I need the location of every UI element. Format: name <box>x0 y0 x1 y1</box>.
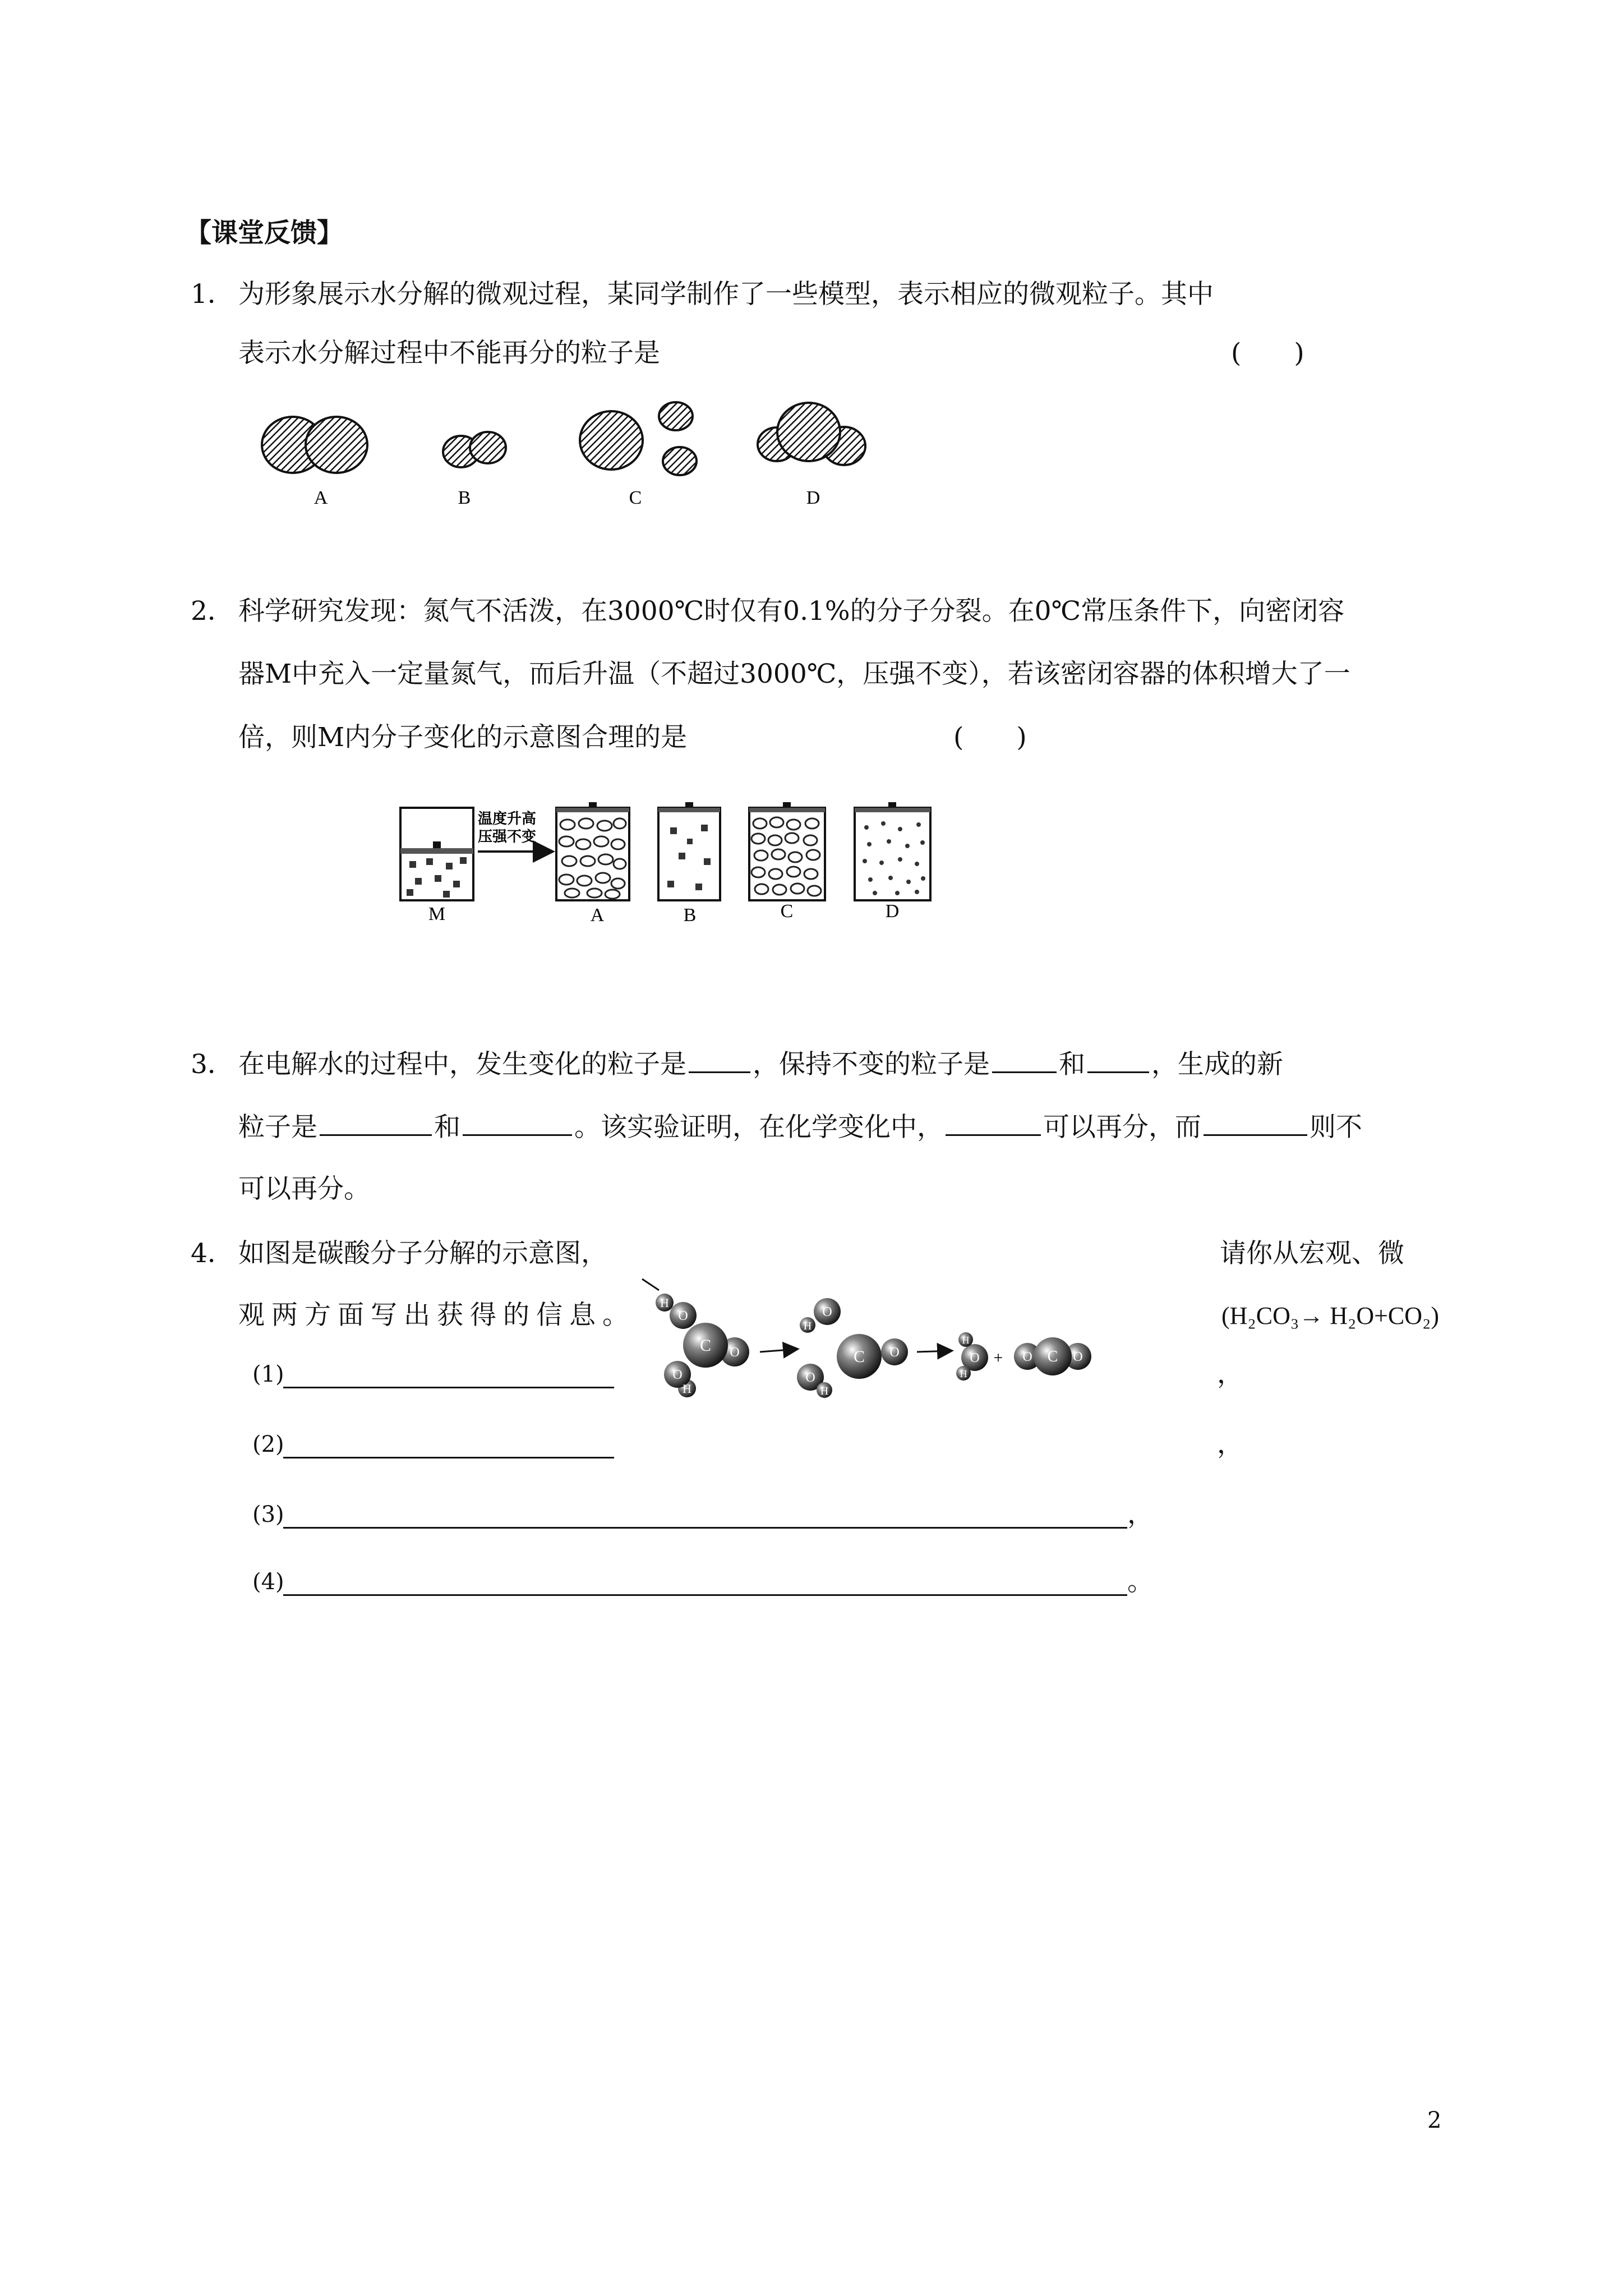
q2-arrow-label-2: 压强不变 <box>478 829 537 845</box>
q4-answer-line-2[interactable] <box>283 1457 614 1458</box>
q2-number: 2． <box>191 596 234 627</box>
atom-label-o: O <box>1022 1350 1032 1364</box>
q3-text-2b: 和 <box>434 1112 460 1143</box>
q1-answer-paren: ( ) <box>1231 338 1304 369</box>
q2-container-d <box>855 802 930 900</box>
q3-blank-unchanged-particle-2[interactable] <box>1087 1048 1149 1073</box>
q3-line2 <box>238 1111 1362 1144</box>
q3-blank-changed-particle[interactable] <box>689 1048 750 1073</box>
q3-number: 3． <box>191 1049 234 1080</box>
atom-label-c: C <box>699 1336 712 1355</box>
atom-label-h: H <box>960 1368 967 1379</box>
atom-label-h: H <box>803 1320 812 1332</box>
q1-number: 1． <box>191 279 234 310</box>
q1-label-d: D <box>806 487 820 508</box>
q3-text-1d: ，生成的新 <box>1151 1049 1283 1080</box>
atom-label-h: H <box>962 1335 970 1346</box>
atom-label-o: O <box>889 1345 900 1360</box>
q2-container-a <box>556 802 629 900</box>
q2-container-diagram <box>393 797 953 926</box>
q4-comma-2: ， <box>1217 1429 1243 1460</box>
q3-text-1c: 和 <box>1059 1049 1085 1080</box>
q1-label-a: A <box>313 487 328 508</box>
q2-container-c <box>749 802 825 900</box>
q4-formula: (H₂CO₃→ H₂O+CO₂) <box>1221 1302 1440 1329</box>
atom-label-o: O <box>822 1305 832 1319</box>
q2-line1: 科学研究发现：氮气不活泼，在3000℃时仅有0.1%的分子分裂。在0℃常压条件下，向密闭容 <box>238 596 1345 627</box>
q4-answer-line-3[interactable] <box>283 1527 1127 1529</box>
q1-label-b: B <box>458 487 471 508</box>
q1-line2: 表示水分解过程中不能再分的粒子是 <box>238 338 660 369</box>
q2-label-b: B <box>683 905 697 926</box>
atom-label-h: H <box>820 1385 829 1397</box>
q4-number: 4． <box>191 1238 234 1269</box>
q2-line2: 器M中充入一定量氮气，而后升温（不超过3000℃，压强不变），若该密闭容器的体积增大了一 <box>238 659 1350 689</box>
q3-line3: 可以再分。 <box>238 1174 370 1204</box>
q4-item-2-label: (2) <box>252 1432 284 1457</box>
q4-molecule-intermediate <box>797 1298 908 1398</box>
atom-label-o: O <box>672 1368 683 1382</box>
q4-plus-sign: + <box>993 1349 1003 1367</box>
atom-label-h: H <box>683 1382 691 1396</box>
q3-text-2a: 粒子是 <box>238 1112 317 1143</box>
q2-container-m <box>400 808 473 900</box>
q4-comma-3: ， <box>1127 1499 1154 1530</box>
q2-answer-paren: ( ) <box>953 722 1027 753</box>
atom-label-o: O <box>970 1351 980 1365</box>
q3-text-2e: 则不 <box>1310 1112 1362 1143</box>
q4-molecule-h2o <box>956 1332 988 1381</box>
q3-text-1a: 在电解水的过程中，发生变化的粒子是 <box>238 1049 686 1080</box>
q4-period: 。 <box>1127 1566 1154 1597</box>
q1-model-d <box>758 403 865 465</box>
q4-item-4-label: (4) <box>252 1569 284 1595</box>
q3-blank-unchanged-particle-1[interactable] <box>992 1048 1057 1073</box>
q2-label-m: M <box>428 904 446 924</box>
atom-label-c: C <box>1047 1348 1058 1365</box>
q3-text-1b: ，保持不变的粒子是 <box>753 1049 990 1080</box>
atom-label-c: C <box>853 1347 865 1366</box>
section-title: 【课堂反馈】 <box>185 218 343 249</box>
q1-model-b <box>443 432 506 467</box>
atom-label-o: O <box>730 1345 740 1360</box>
atom-label-o: O <box>805 1370 815 1385</box>
q4-answer-line-4[interactable] <box>283 1594 1127 1596</box>
q1-line1: 为形象展示水分解的微观过程，某同学制作了一些模型，表示相应的微观粒子。其中 <box>238 279 1214 310</box>
atom-label-h: H <box>660 1296 669 1310</box>
q4-molecule-h2co3 <box>656 1294 749 1397</box>
q4-decomposition-diagram <box>639 1268 1200 1430</box>
q3-line1 <box>238 1048 1283 1082</box>
q4-item-3-label: (3) <box>252 1502 284 1527</box>
q1-model-c <box>580 402 697 475</box>
q4-molecule-co2 <box>1014 1337 1091 1375</box>
q4-comma-1: ， <box>1217 1359 1243 1389</box>
q3-blank-divisible[interactable] <box>946 1111 1041 1136</box>
q2-label-a: A <box>590 905 605 926</box>
atom-label-o: O <box>1073 1350 1083 1364</box>
q1-molecule-models <box>258 393 886 522</box>
q4-item-1-label: (1) <box>252 1361 284 1387</box>
q4-line1-right: 请你从宏观、微 <box>1220 1238 1404 1269</box>
q1-label-c: C <box>629 487 642 508</box>
q3-blank-new-particle-2[interactable] <box>463 1111 572 1136</box>
q4-answer-line-1[interactable] <box>283 1387 614 1388</box>
q2-label-c: C <box>780 901 794 922</box>
q4-line1-left: 如图是碳酸分子分解的示意图， <box>238 1238 607 1269</box>
q3-blank-indivisible[interactable] <box>1204 1111 1307 1136</box>
q2-line3: 倍，则M内分子变化的示意图合理的是 <box>238 722 688 753</box>
q1-model-a <box>262 417 367 473</box>
q2-container-b <box>658 802 720 900</box>
q3-blank-new-particle-1[interactable] <box>320 1111 432 1136</box>
q2-label-d: D <box>885 901 900 922</box>
q4-line2-left: 观两方面写出获得的信息。 <box>238 1300 635 1331</box>
q2-arrow-label-1: 温度升高 <box>478 811 537 827</box>
page-number: 2 <box>1427 2108 1442 2133</box>
q3-text-2c: 。该实验证明，在化学变化中， <box>574 1112 943 1143</box>
atom-label-o: O <box>678 1309 688 1323</box>
q3-text-2d: 可以再分，而 <box>1043 1112 1201 1143</box>
